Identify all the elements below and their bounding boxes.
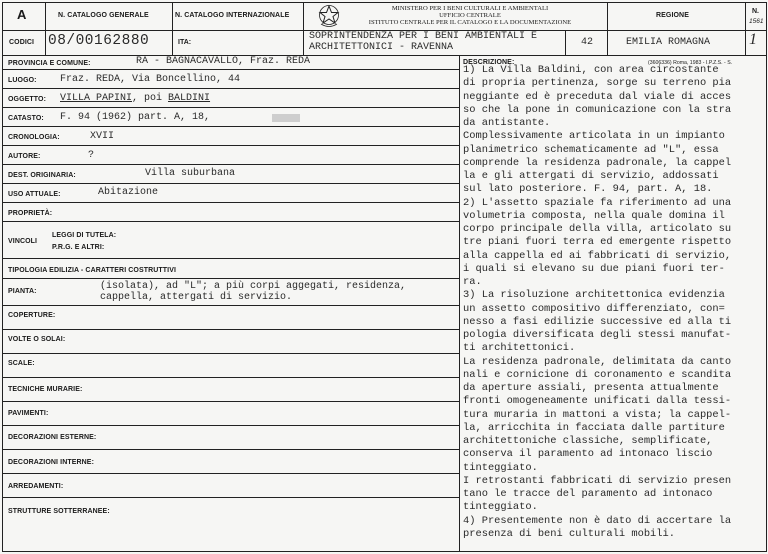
rule-volte <box>2 353 459 354</box>
descrizione-line: conserva il paramento ad intonaco liscio <box>463 448 713 461</box>
descrizione-line: so che la pone in comunicazione con la stra <box>463 103 732 116</box>
uso-label: USO ATTUALE: <box>8 191 61 198</box>
decor-est-label: DECORAZIONI ESTERNE: <box>8 434 97 441</box>
descrizione-label: DESCRIZIONE: <box>463 59 515 66</box>
rule-h6 <box>745 2 746 55</box>
provincia-label: PROVINCIA E COMUNE: <box>8 60 91 67</box>
rule-dest <box>2 183 459 184</box>
descrizione-line: ti architettonici. <box>463 342 576 355</box>
rule-h2 <box>172 2 173 55</box>
descrizione-line: di propria pertinenza, sorge su terreno pia <box>463 77 732 90</box>
rule-h3 <box>303 2 304 55</box>
dest-label: DEST. ORIGINARIA: <box>8 172 76 179</box>
rule-oggetto <box>2 107 459 108</box>
pianta-line-2: cappella, attergati di servizio. <box>100 292 293 303</box>
luogo-label: LUOGO: <box>8 77 37 84</box>
descrizione-line: la, arricchita in facciata dalle partiture <box>463 421 725 434</box>
descrizione-line: i quali si elevano su due piani fuori ter- <box>463 262 725 275</box>
rule-tecniche <box>2 401 459 402</box>
rule-bottom <box>2 551 766 552</box>
descrizione-line: tinteggiato. <box>463 461 538 474</box>
tipologia-label: TIPOLOGIA EDILIZIA - CARATTERI COSTRUTTIVI <box>8 267 177 274</box>
oggetto-name-primary: VILLA PAPINI <box>60 93 133 104</box>
oggetto-name-secondary: BALDINI <box>168 93 211 104</box>
descrizione-line: da antistante. <box>463 117 551 129</box>
ministry-line-2: UFFICIO CENTRALE <box>439 12 501 19</box>
rule-uso <box>2 202 459 203</box>
proprieta-label: PROPRIETÀ: <box>8 210 53 217</box>
catalog-number: 08/00162880 <box>48 33 150 49</box>
regione-label: REGIONE <box>656 12 689 19</box>
descrizione-line: 3) La risoluzione architettonica evidenzia <box>463 289 725 302</box>
descrizione-line: tano le tracce del paramento ad intonaco <box>463 488 713 500</box>
catasto-value: F. 94 (1962) part. A, 18, <box>60 112 211 123</box>
descrizione-line: nesso a fasi edilizie successive ed alla ti <box>463 315 732 328</box>
oggetto-connector: , poi <box>132 93 169 104</box>
redaction-mark <box>272 114 300 122</box>
descrizione-line: neggiante ed è preceduta dal viale di acces <box>463 90 732 103</box>
rule-top <box>2 2 766 3</box>
rule-column-split <box>459 56 460 551</box>
ministry-line-1: MINISTERO PER I BENI CULTURALI E AMBIENTALI <box>391 5 549 12</box>
rule-catasto <box>2 126 459 127</box>
rule-h1 <box>45 2 46 55</box>
descrizione-line: tura muraria in mattoni a vista; la cappel- <box>463 408 732 421</box>
descrizione-line: un assetto compositivo differenziato, con= <box>463 302 725 315</box>
oggetto-label: OGGETTO: <box>8 96 47 103</box>
descrizione-line: pologia diversificata degli stessi manufat- <box>463 329 732 341</box>
volte-label: VOLTE O SOLAI: <box>8 336 66 343</box>
n-value: 1 <box>749 31 757 48</box>
rule-pavimenti <box>2 425 459 426</box>
code-value: 42 <box>581 37 594 48</box>
arredamenti-label: ARREDAMENTI: <box>8 483 64 490</box>
rule-header-bottom <box>2 55 766 56</box>
rule-right <box>766 2 767 552</box>
descrizione-line: fronti omogeneamente unificati dalla tessi- <box>463 395 732 408</box>
rule-luogo <box>2 88 459 89</box>
autore-label: AUTORE: <box>8 153 41 160</box>
descrizione-line: volumetria composta, nella quale domina il <box>463 209 725 222</box>
descrizione-line: I retrostanti fabbricati di servizio presen <box>463 474 732 487</box>
dest-value: Villa suburbana <box>145 168 236 179</box>
soprintendenza-line-1: SOPRINTENDENZA PER I BENI AMBIENTALI E <box>309 31 538 42</box>
rule-cronologia <box>2 145 459 146</box>
descrizione-line: ra. <box>463 276 482 288</box>
descrizione-line: alla cappella ed ai fabbricati di servizio, <box>463 249 732 262</box>
rule-proprieta <box>2 221 459 222</box>
strutture-label: STRUTTURE SOTTERRANEE: <box>8 508 110 515</box>
catasto-label: CATASTO: <box>8 115 44 122</box>
catalogo-generale-label: N. CATALOGO GENERALE <box>58 12 149 19</box>
autore-value: ? <box>88 150 95 161</box>
prg-label: P.R.G. E ALTRI: <box>52 244 105 251</box>
pianta-label: PIANTA: <box>8 288 37 295</box>
cronologia-value: XVII <box>90 131 115 142</box>
pavimenti-label: PAVIMENTI: <box>8 410 49 417</box>
rule-h4 <box>565 31 566 55</box>
rule-pianta <box>2 305 459 306</box>
codici-label: CODICI <box>9 39 35 46</box>
rule-vincoli <box>2 258 459 259</box>
emblem-icon <box>318 4 340 28</box>
descrizione-line: nali e cornicione di coronamento e scandita <box>463 368 732 381</box>
rule-decor-int <box>2 473 459 474</box>
descrizione-line: da aperture assiali, presenta attualmente <box>463 382 719 394</box>
uso-value: Abitazione <box>98 187 159 198</box>
descrizione-line: Complessivamente articolata in un impianto <box>463 130 725 143</box>
oggetto-value <box>60 93 210 105</box>
rule-h5 <box>607 2 608 55</box>
rule-provincia <box>2 69 459 70</box>
descrizione-line: sul lato posteriore. F. 94, part. A, 18. <box>463 183 713 196</box>
pianta-line-1: (isolata), ad "L"; a più corpi aggegati, residenza, <box>100 281 407 292</box>
sheet-number: 1561 <box>749 18 764 25</box>
provincia-value: RA - BAGNACAVALLO, Fraz. REDA <box>136 56 311 67</box>
scale-label: SCALE: <box>8 360 35 367</box>
descrizione-line: presenza di beni culturali mobili. <box>463 527 676 540</box>
cronologia-label: CRONOLOGIA: <box>8 134 60 141</box>
tecniche-label: TECNICHE MURARIE: <box>8 386 83 393</box>
coperture-label: COPERTURE: <box>8 312 56 319</box>
descrizione-line: tinteggiato. <box>463 501 538 514</box>
ministry-line-3: ISTITUTO CENTRALE PER IL CATALOGO E LA DOCUMENTAZIONE <box>368 19 572 26</box>
rule-decor-est <box>2 449 459 450</box>
soprintendenza-line-2: ARCHITETTONICI - RAVENNA <box>309 42 454 53</box>
descrizione-line: corpo principale della villa, articolato su <box>463 223 732 235</box>
descrizione-line: comprende la residenza padronale, la cappel <box>463 156 732 169</box>
regione-value: EMILIA ROMAGNA <box>626 37 711 48</box>
rule-scale <box>2 377 459 378</box>
ita-label: ITA: <box>178 39 192 46</box>
decor-int-label: DECORAZIONI INTERNE: <box>8 459 94 466</box>
descrizione-line: 1) La Villa Baldini, con area circostante <box>463 64 719 76</box>
rule-left <box>2 2 3 552</box>
descrizione-line: architettoniche classiche, semplificate, <box>463 435 713 447</box>
rule-coperture <box>2 329 459 330</box>
descrizione-line: 4) Presentemente non è dato di accertare la <box>463 514 732 527</box>
descrizione-line: La residenza padronale, delimitata da canto <box>463 355 732 368</box>
descrizione-line: la e gli attergati di servizio, addossati <box>463 170 719 182</box>
rule-tipologia <box>2 278 459 279</box>
n-label: N. <box>752 8 759 15</box>
luogo-value: Fraz. REDA, Via Boncellino, 44 <box>60 74 241 85</box>
vincoli-label: VINCOLI <box>8 238 38 245</box>
rule-arredamenti <box>2 497 459 498</box>
rule-autore <box>2 164 459 165</box>
form-letter: A <box>17 7 27 22</box>
descrizione-line: 2) L'assetto spaziale fa riferimento ad una <box>463 196 732 209</box>
leggi-label: LEGGI DI TUTELA: <box>52 232 117 239</box>
descrizione-line: planimetrico schematicamente ad "L", essa <box>463 143 719 156</box>
print-stamp: (3606336) Roma, 1983 - I.P.Z.S. - S. <box>648 60 733 66</box>
descrizione-line: tre piani fuori terra ed emergente rispetto <box>463 236 732 249</box>
catalogo-internazionale-label: N. CATALOGO INTERNAZIONALE <box>175 12 290 19</box>
